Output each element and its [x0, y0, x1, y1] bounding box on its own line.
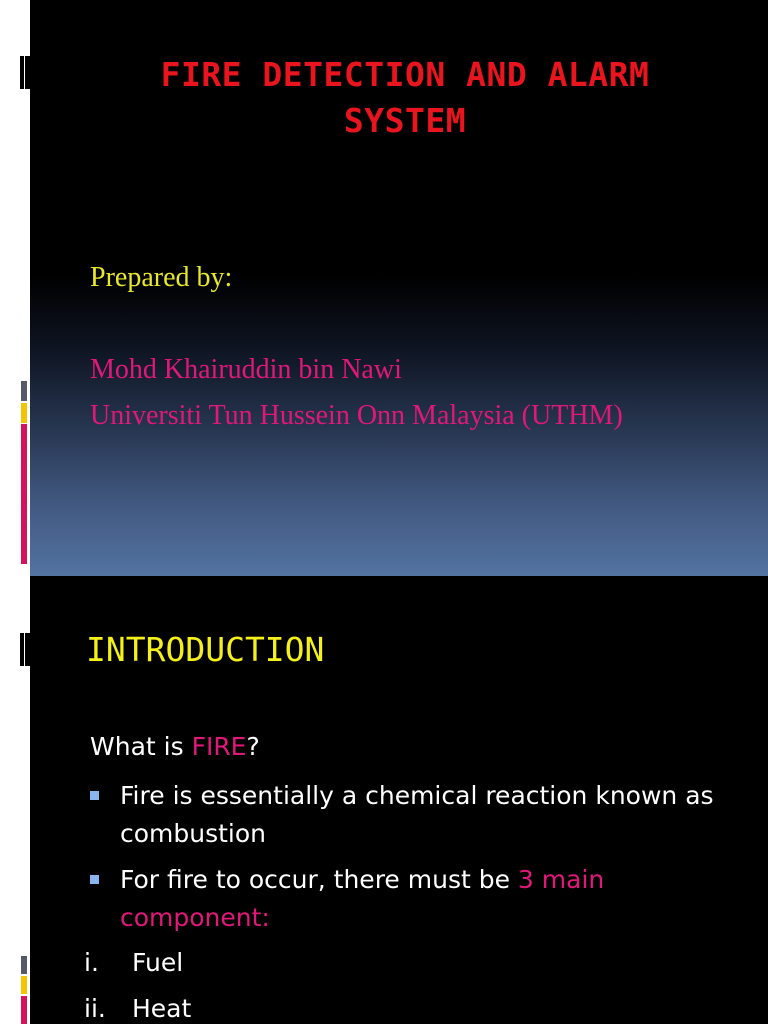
bullet-square-icon: [90, 791, 99, 800]
item-number: ii.: [84, 994, 106, 1023]
item-text: Heat: [132, 994, 192, 1023]
prepared-by-label: Prepared by:: [90, 262, 233, 293]
question-prefix: What is: [90, 732, 192, 761]
strip-accent-gray: [21, 381, 27, 401]
strip-top-bar: [20, 56, 24, 89]
section-heading: INTRODUCTION: [86, 630, 325, 669]
left-strip: [0, 576, 30, 1024]
slide-title: [80, 52, 730, 144]
item-text: Fuel: [132, 948, 184, 977]
author-name: Mohd Khairuddin bin Nawi: [90, 354, 402, 385]
strip-top-bar: [20, 633, 24, 666]
bullet-text-main: For fire to occur, there must be: [120, 865, 518, 894]
strip-accent-gray: [21, 956, 27, 974]
bullet-item: [90, 861, 720, 937]
bullet-text: [90, 861, 720, 937]
introduction-slide: [0, 576, 768, 1024]
university-name: Universiti Tun Hussein Onn Malaysia (UTHM): [90, 400, 623, 431]
question-highlight: FIRE: [191, 732, 247, 761]
bullet-square-icon: [90, 875, 99, 884]
bullet-text-highlight: 3 main component:: [120, 865, 605, 932]
item-number: i.: [84, 948, 99, 977]
numbered-item: [84, 944, 183, 982]
question-suffix: ?: [246, 732, 260, 761]
title-line-1: FIRE DETECTION AND ALARM: [160, 55, 650, 94]
strip-accent-magenta: [21, 996, 27, 1024]
title-line-2: SYSTEM: [343, 101, 467, 140]
bullet-item: [90, 777, 720, 853]
strip-accent-gold: [21, 403, 27, 423]
left-strip: [0, 0, 30, 576]
strip-accent-gold: [21, 976, 27, 994]
bullet-text: Fire is essentially a chemical reaction known as combustion: [120, 781, 714, 848]
numbered-item: [84, 990, 191, 1024]
question-line: [90, 728, 260, 766]
strip-accent-magenta: [21, 424, 27, 564]
